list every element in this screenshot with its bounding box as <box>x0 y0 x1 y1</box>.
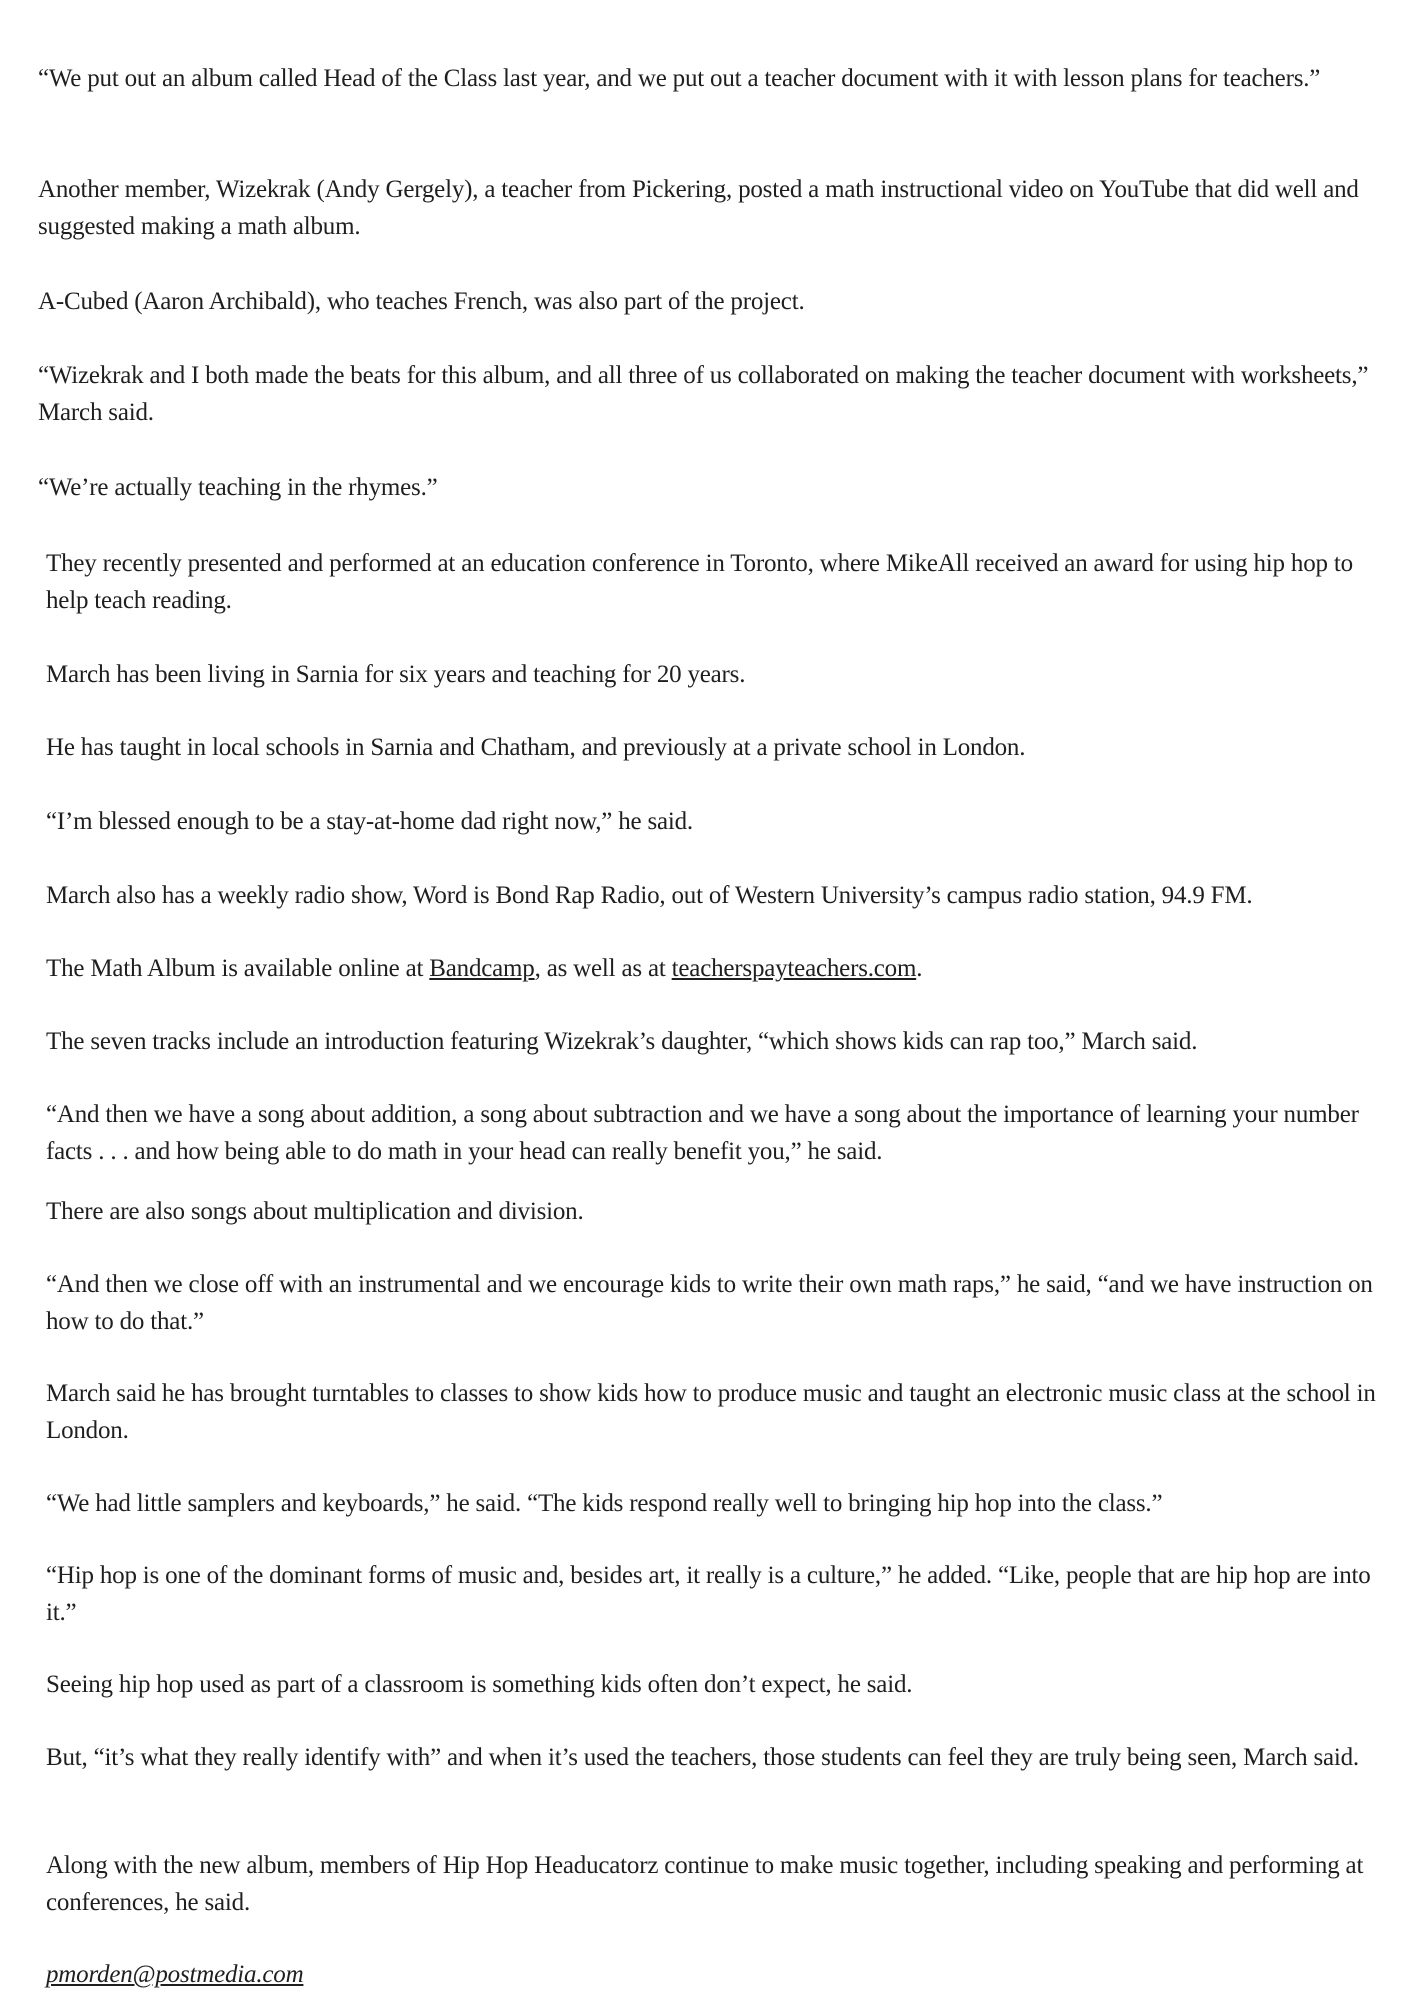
paragraph: “We had little samplers and keyboards,” he said. “The kids respond really well to bringing hip hop into the class.” <box>46 1490 1163 1517</box>
paragraph: Along with the new album, members of Hip Hop Headucatorz continue to make music together, including speaking and performing at conferences, he said. <box>46 1852 1364 1916</box>
paragraph: They recently presented and performed at an education conference in Toronto, where MikeAll received an award for using hip hop to help teach reading. <box>46 550 1353 614</box>
paragraph: Another member, Wizekrak (Andy Gergely), a teacher from Pickering, posted a math instructional video on YouTube that did well and suggested making a math album. <box>38 176 1359 240</box>
availability-suffix: . <box>916 955 923 982</box>
paragraph: March said he has brought turntables to classes to show kids how to produce music and taught an electronic music class at the school in London. <box>46 1380 1376 1444</box>
paragraph: But, “it’s what they really identify with” and when it’s used the teachers, those students can feel they are truly being seen, March said. <box>46 1744 1359 1771</box>
paragraph: March has been living in Sarnia for six years and teaching for 20 years. <box>46 661 746 688</box>
author-email-link[interactable]: pmorden@postmedia.com <box>46 1961 304 1988</box>
paragraph: “We’re actually teaching in the rhymes.” <box>38 474 438 501</box>
paragraph: There are also songs about multiplication and division. <box>46 1198 584 1225</box>
teacherspayteachers-link[interactable]: teacherspayteachers.com <box>671 955 917 982</box>
paragraph: Seeing hip hop used as part of a classroom is something kids often don’t expect, he said. <box>46 1671 913 1698</box>
paragraph: “Wizekrak and I both made the beats for this album, and all three of us collaborated on making the teacher document with worksheets,” March said. <box>38 362 1369 426</box>
bandcamp-link[interactable]: Bandcamp <box>429 955 535 982</box>
availability-middle: , as well as at <box>534 955 672 982</box>
author-email-line <box>46 1956 1396 1993</box>
availability-prefix: The Math Album is available online at <box>46 955 430 982</box>
paragraph: “And then we have a song about addition, a song about subtraction and we have a song about the importance of learning your number facts . . . and how being able to do math in your head can really benefit you,” he said. <box>46 1101 1359 1165</box>
availability-paragraph <box>46 950 1396 987</box>
paragraph: “I’m blessed enough to be a stay-at-home dad right now,” he said. <box>46 808 693 835</box>
paragraph: March also has a weekly radio show, Word is Bond Rap Radio, out of Western University’s campus radio station, 94.9 FM. <box>46 882 1253 909</box>
paragraph: The seven tracks include an introduction featuring Wizekrak’s daughter, “which shows kids can rap too,” March said. <box>46 1028 1198 1055</box>
paragraph: He has taught in local schools in Sarnia and Chatham, and previously at a private school in London. <box>46 734 1026 761</box>
paragraph: A-Cubed (Aaron Archibald), who teaches French, was also part of the project. <box>38 288 805 315</box>
paragraph: “We put out an album called Head of the Class last year, and we put out a teacher document with it with lesson plans for teachers.” <box>38 65 1321 92</box>
paragraph: “Hip hop is one of the dominant forms of music and, besides art, it really is a culture,” he added. “Like, people that are hip hop are into it.” <box>46 1562 1371 1626</box>
paragraph: “And then we close off with an instrumental and we encourage kids to write their own math raps,” he said, “and we have instruction on how to do that.” <box>46 1271 1373 1335</box>
